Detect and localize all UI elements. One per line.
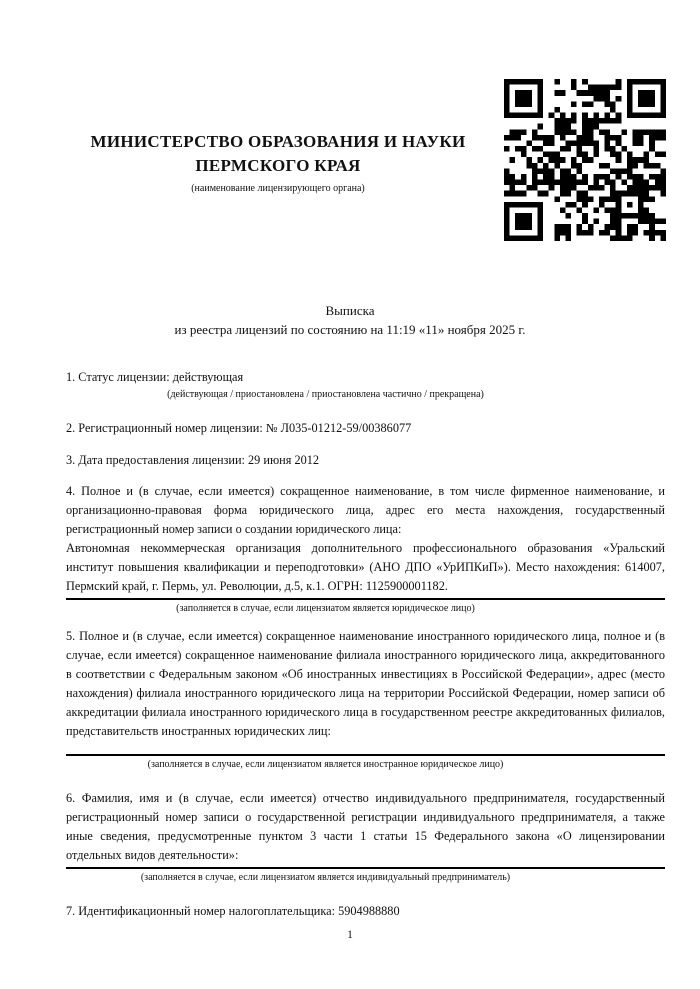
item-foreign-entity xyxy=(66,627,665,771)
document-title-line2: из реестра лицензий по состоянию на 11:19 «11» ноября 2025 г. xyxy=(174,322,526,337)
license-date-text: 3. Дата предоставления лицензии: 29 июня 2012 xyxy=(66,453,320,467)
ministry-name-line2: ПЕРМСКОГО КРАЯ xyxy=(195,156,361,175)
individual-entrepreneur-caption: (заполняется в случае, если лицензиатом является индивидуальный предприниматель) xyxy=(140,872,511,883)
item-taxpayer-number xyxy=(66,902,665,921)
qr-code xyxy=(504,79,666,241)
legal-entity-value: Автономная некоммерческая организация дополнительного профессионального образования «Уральский институт повышения квалификации и переподготовки» (АНО ДПО «УрИПКиП»). Место нахождения: 614007, Пермский край, г. Пермь, ул. Революции, д.5, к.1. ОГРН: 1125900001182. xyxy=(66,541,665,593)
item-license-date xyxy=(66,451,665,470)
ministry-name-line1: МИНИСТЕРСТВО ОБРАЗОВАНИЯ И НАУКИ xyxy=(90,132,466,151)
separator-rule xyxy=(66,598,665,600)
item-license-status xyxy=(66,368,665,401)
document-body xyxy=(66,368,665,934)
licensing-authority-header xyxy=(66,130,490,195)
separator-rule xyxy=(66,754,665,756)
legal-entity-caption: (заполняется в случае, если лицензиатом является юридическое лицо) xyxy=(176,603,475,614)
license-status-text: 1. Статус лицензии: действующая xyxy=(66,370,244,384)
separator-rule xyxy=(66,867,665,869)
item-legal-entity xyxy=(66,482,665,615)
registration-number-text: 2. Регистрационный номер лицензии: № Л035-01212-59/00386077 xyxy=(66,421,412,435)
license-status-caption: (действующая / приостановлена / приостановлена частично / прекращена) xyxy=(167,389,484,400)
document-title-line1: Выписка xyxy=(325,303,375,318)
foreign-entity-label: 5. Полное и (в случае, если имеется) сокращенное наименование иностранного юридического лица, полное и (в случае, если имеется) сокращенное наименование филиала иностранного юридического лица, аккредитованного в соответствии с Федеральным законом «Об иностранных инвестициях в Российской Федерации», адрес (место нахождения) филиала иностранного юридического лица на территории Российской Федерации, номер записи об аккредитации филиала иностранного юридического лица в государственном реестре аккредитованных филиалов, представительств иностранных юридических лиц: xyxy=(66,629,665,738)
individual-entrepreneur-label: 6. Фамилия, имя и (в случае, если имеется) отчество индивидуального предпринимателя, государственный регистрационный номер записи о государственной регистрации индивидуального предпринимателя, а также иные сведения, предусмотренные пунктом 3 части 1 статьи 15 Федерального закона «О лицензировании отдельных видов деятельности»: xyxy=(66,791,665,862)
foreign-entity-caption: (заполняется в случае, если лицензиатом является иностранное юридическое лицо) xyxy=(147,759,504,770)
ministry-caption: (наименование лицензирующего органа) xyxy=(191,183,365,194)
legal-entity-label: 4. Полное и (в случае, если имеется) сокращенное наименование, в том числе фирменное наименование, и организационно-правовая форма юридического лица, адрес его места нахождения, государственный регистрационный номер записи о создании юридического лица: xyxy=(66,484,665,536)
item-individual-entrepreneur xyxy=(66,789,665,884)
item-registration-number xyxy=(66,419,665,438)
page-number: 1 xyxy=(347,929,353,941)
taxpayer-number-text: 7. Идентификационный номер налогоплательщика: 5904988880 xyxy=(66,904,400,918)
document-title xyxy=(0,301,700,339)
